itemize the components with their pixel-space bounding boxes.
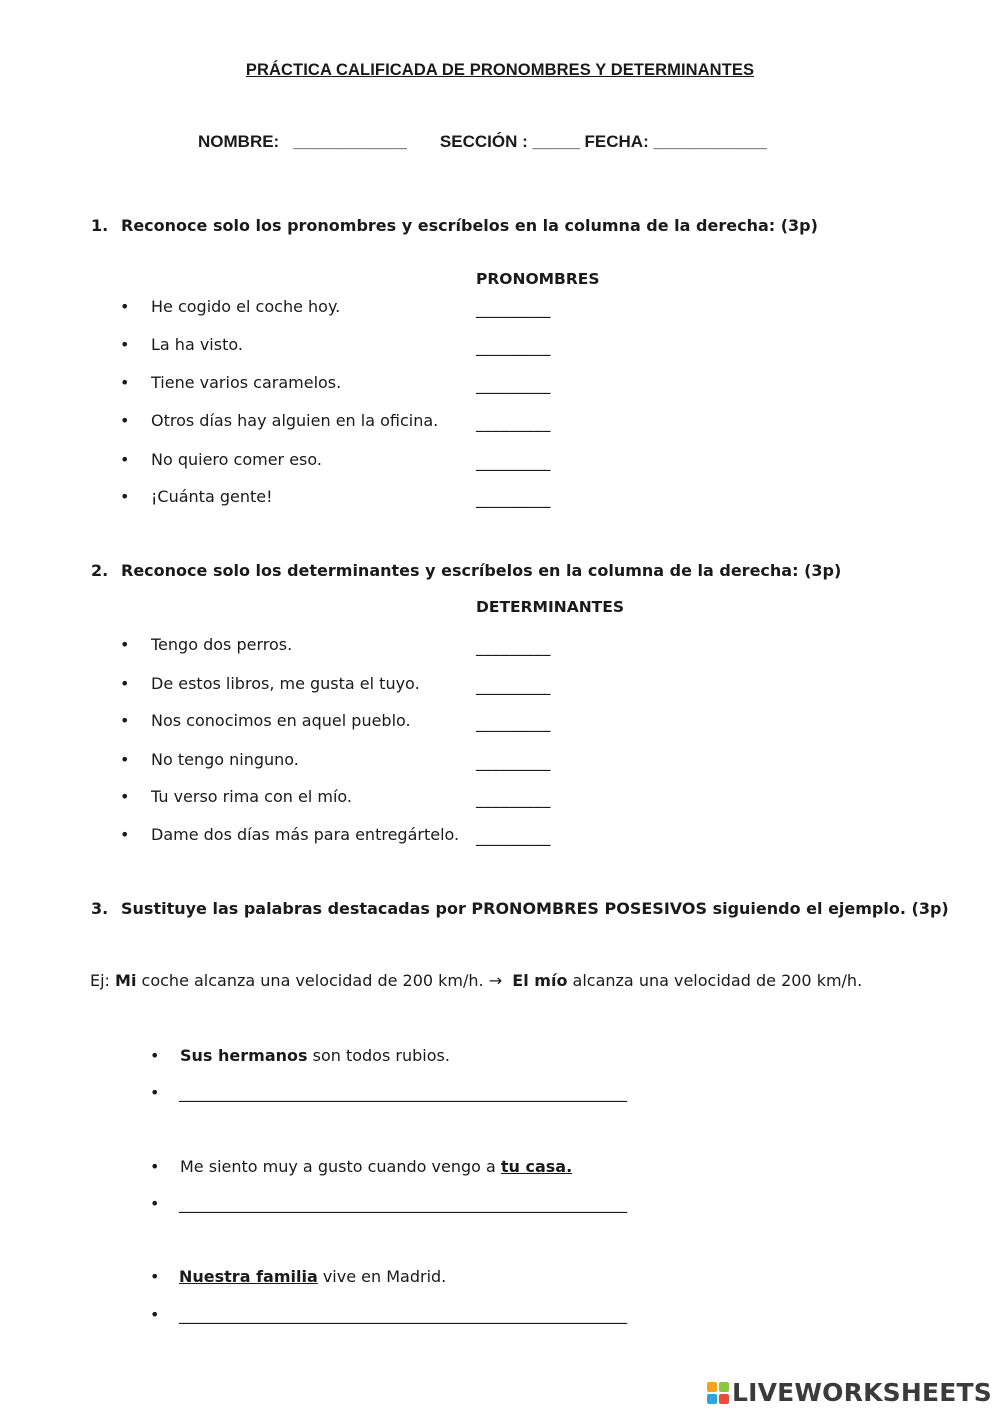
question-3 (91, 899, 949, 918)
bullet-icon: • (150, 1157, 160, 1176)
pronombres-column-header: PRONOMBRES (476, 270, 600, 288)
list-item: • Tengo dos perros. (120, 635, 293, 654)
answer-line[interactable]: • ________________________________________________________ (150, 1083, 627, 1102)
bullet-icon: • (120, 335, 130, 354)
bullet-icon: • (150, 1194, 160, 1213)
bullet-icon: • (120, 487, 130, 506)
question-instruction: Sustituye las palabras destacadas por PRONOMBRES POSESIVOS siguiendo el ejemplo. (3p) (121, 899, 949, 918)
logo-icon (707, 1382, 729, 1404)
question-number: 3. (91, 899, 109, 918)
highlighted-words: tu casa. (500, 1157, 573, 1176)
answer-blank[interactable]: _________ (476, 637, 551, 656)
list-item: • ¡Cuánta gente! (120, 487, 273, 506)
nombre-label: NOMBRE: (198, 132, 280, 151)
logo-square (719, 1394, 729, 1404)
example-sentence: Ej: Mi coche alcanza una velocidad de 200 km/h. → El mío alcanza una velocidad de 200 km/h. (90, 971, 863, 990)
posesivo-item: • Nuestra familia vive en Madrid. (150, 1267, 447, 1286)
bullet-icon: • (120, 674, 130, 693)
logo-square (719, 1382, 729, 1392)
list-item: • No tengo ninguno. (120, 750, 299, 769)
bullet-icon: • (120, 297, 130, 316)
list-item: • Otros días hay alguien en la oficina. (120, 411, 439, 430)
posesivo-item: • Sus hermanos son todos rubios. (150, 1046, 450, 1065)
list-item: • Nos conocimos en aquel pueblo. (120, 711, 411, 730)
bullet-icon: • (120, 373, 130, 392)
posesivo-item: • Me siento muy a gusto cuando vengo a tu casa. (150, 1157, 573, 1176)
list-item: • No quiero comer eso. (120, 450, 322, 469)
answer-line[interactable]: • ________________________________________________________ (150, 1194, 627, 1213)
answer-blank[interactable]: _________ (476, 337, 551, 356)
answer-blank[interactable]: _________ (476, 299, 551, 318)
arrow-icon: → (488, 971, 503, 990)
question-number: 2. (91, 561, 109, 580)
list-item: • He cogido el coche hoy. (120, 297, 341, 316)
logo-text: LIVEWORKSHEETS (731, 1378, 992, 1407)
bullet-icon: • (120, 411, 130, 430)
fecha-blank[interactable]: ____________ (653, 132, 767, 151)
seccion-label: SECCIÓN : (439, 132, 528, 151)
nombre-blank[interactable]: ____________ (293, 132, 407, 151)
answer-blank[interactable]: _________ (476, 676, 551, 695)
question-2 (91, 561, 841, 580)
fecha-label: FECHA: (584, 132, 649, 151)
question-number: 1. (91, 216, 109, 235)
determinantes-column-header: DETERMINANTES (476, 598, 625, 616)
answer-blank[interactable]: _________ (476, 713, 551, 732)
logo-square (707, 1394, 717, 1404)
bullet-icon: • (150, 1046, 160, 1065)
list-item: • Tu verso rima con el mío. (120, 787, 352, 806)
liveworksheets-logo (707, 1378, 992, 1407)
bullet-icon: • (120, 787, 130, 806)
answer-line[interactable]: • ________________________________________________________ (150, 1305, 627, 1324)
list-item: • De estos libros, me gusta el tuyo. (120, 674, 420, 693)
answer-blank[interactable]: _________ (476, 375, 551, 394)
bullet-icon: • (120, 450, 130, 469)
seccion-blank[interactable]: _____ (532, 132, 580, 151)
answer-blank[interactable]: _________ (476, 413, 551, 432)
bullet-icon: • (120, 635, 130, 654)
answer-blank[interactable]: _________ (476, 452, 551, 471)
question-instruction: Reconoce solo los pronombres y escríbelos en la columna de la derecha: (3p) (121, 216, 818, 235)
answer-blank[interactable]: _________ (476, 489, 551, 508)
bullet-icon: • (120, 825, 130, 844)
list-item: • Tiene varios caramelos. (120, 373, 342, 392)
bullet-icon: • (120, 711, 130, 730)
student-info-line (198, 132, 767, 152)
list-item: • La ha visto. (120, 335, 243, 354)
logo-square (707, 1382, 717, 1392)
bullet-icon: • (120, 750, 130, 769)
question-instruction: Reconoce solo los determinantes y escríbelos en la columna de la derecha: (3p) (121, 561, 842, 580)
bullet-icon: • (150, 1083, 160, 1102)
answer-blank[interactable]: _________ (476, 827, 551, 846)
bullet-icon: • (150, 1305, 160, 1324)
answer-blank[interactable]: _________ (476, 789, 551, 808)
question-1 (91, 216, 818, 235)
list-item: • Dame dos días más para entregártelo. (120, 825, 460, 844)
highlighted-words: Sus hermanos (180, 1046, 308, 1065)
answer-blank[interactable]: _________ (476, 752, 551, 771)
highlighted-words: Nuestra familia (179, 1267, 318, 1286)
page-title: PRÁCTICA CALIFICADA DE PRONOMBRES Y DETERMINANTES (245, 61, 755, 79)
bullet-icon: • (150, 1267, 160, 1286)
